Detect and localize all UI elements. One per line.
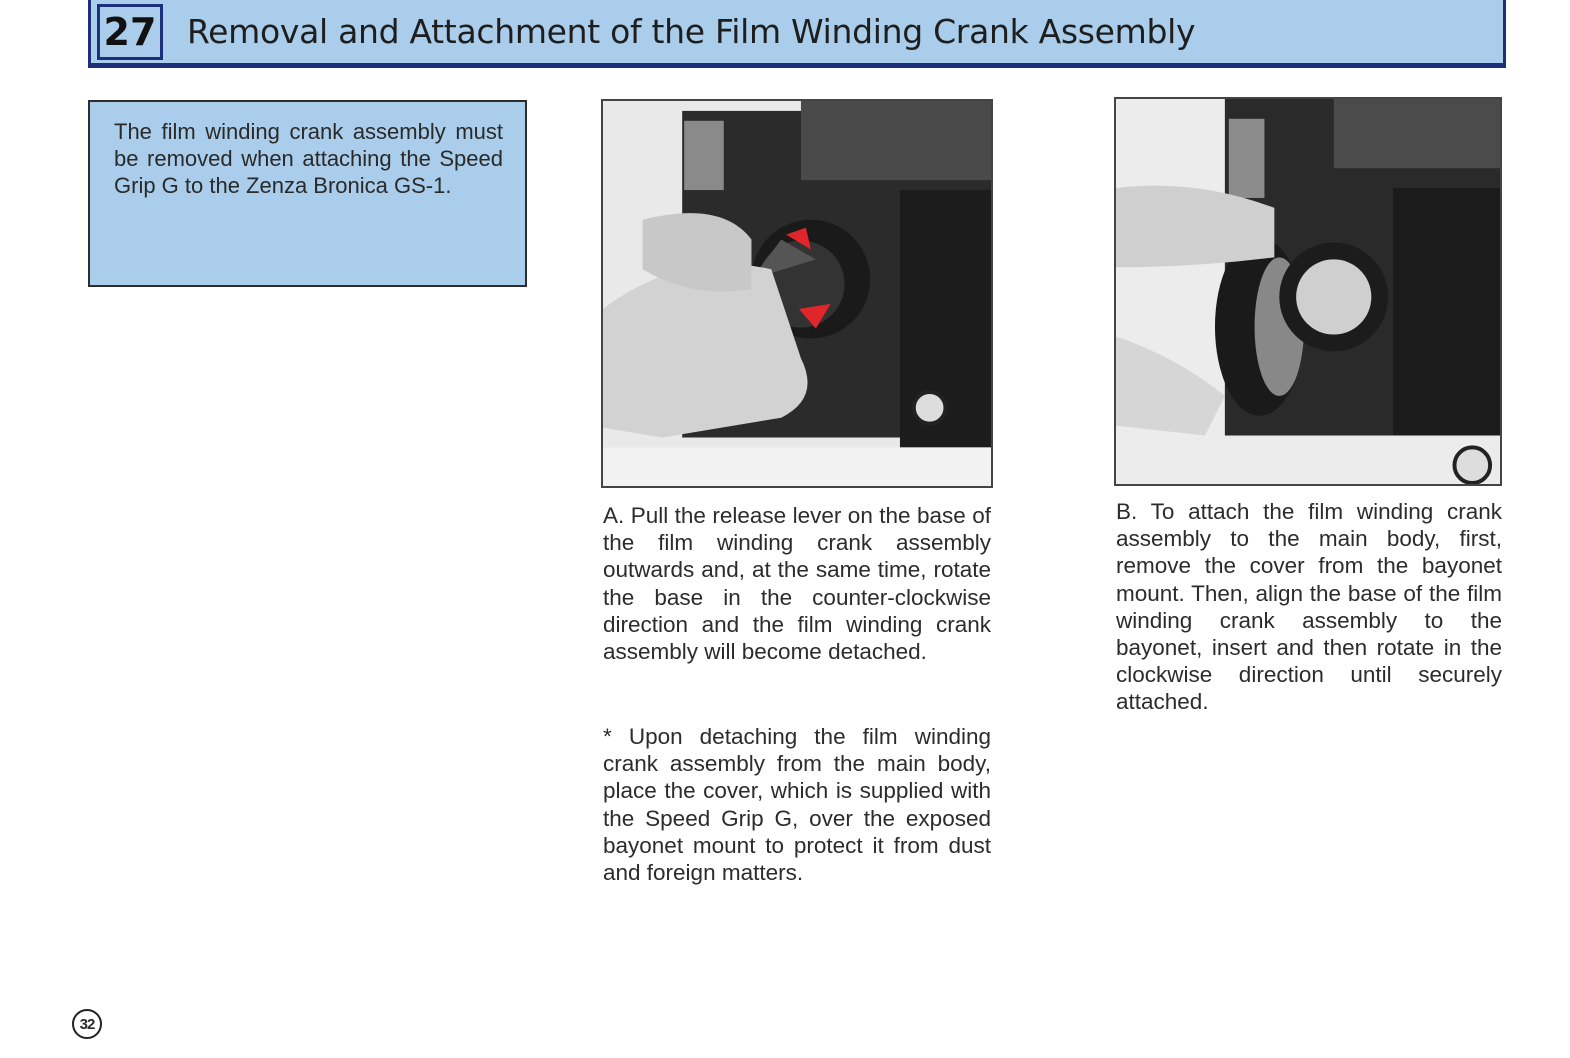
caption-a: A. Pull the release lever on the base of the film winding crank assembly outwards and, at the same time, rotate the base in the counter-clockwise direction and the film winding crank assembly will become detached. [603, 503, 991, 665]
photo-b-crank-attachment [1114, 97, 1502, 486]
caption-b: B. To attach the film winding crank assembly to the main body, first, remove the cover from the bayonet mount. Then, align the base of the film winding crank assembly to the bayonet, insert and then rotate in the clockwise direction until securely attached. [1116, 499, 1502, 715]
caption-a-note: * Upon detaching the film winding crank assembly from the main body, place the cover, which is supplied with the Speed Grip G, over the exposed bayonet mount to protect it from dust and foreign matters. [603, 724, 991, 886]
section-title: Removal and Attachment of the Film Winding Crank Assembly [187, 12, 1196, 51]
photo-a-crank-removal [601, 99, 993, 488]
note-box: The film winding crank assembly must be removed when attaching the Speed Grip G to the Zenza Bronica GS-1. [88, 100, 527, 287]
photo-b-illustration [1116, 99, 1500, 484]
page-number: 32 [72, 1009, 102, 1039]
section-header [88, 0, 1506, 68]
photo-a-illustration [603, 101, 991, 486]
section-number: 27 [97, 4, 163, 60]
